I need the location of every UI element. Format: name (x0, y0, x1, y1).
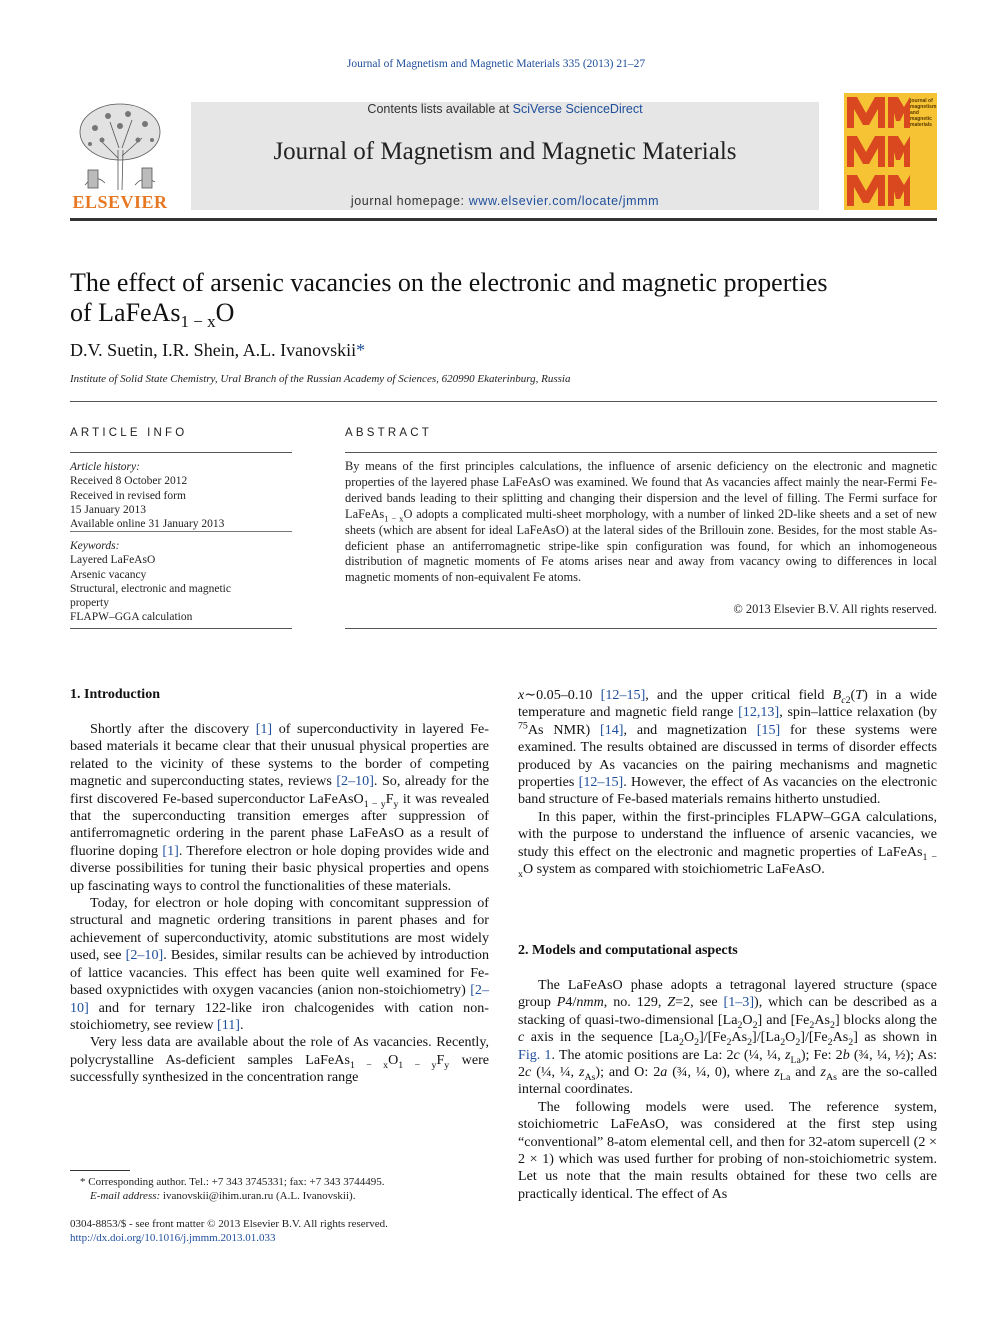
ref-link[interactable]: [12–15] (600, 687, 646, 703)
abstract-copyright: © 2013 Elsevier B.V. All rights reserved. (733, 602, 937, 616)
elsevier-wordmark: ELSEVIER (72, 192, 168, 212)
ref-link[interactable]: [11] (217, 1016, 240, 1033)
ref-link[interactable]: [2–10] (125, 947, 164, 964)
elsevier-tree-logo (70, 100, 170, 196)
affiliation: Institute of Solid State Chemistry, Ural Branch of the Russian Academy of Sciences, 620990 Ekaterinburg, Russia (70, 373, 571, 385)
ref-link[interactable]: [12–15] (578, 774, 624, 791)
ref-link[interactable]: [14] (600, 721, 624, 738)
journal-citation[interactable]: Journal of Magnetism and Magnetic Materials 335 (2013) 21–27 (346, 58, 646, 70)
abstract-text: By means of the first principles calculations, the influence of arsenic deficiency on the electronic and magnetic properties of the layered phase LaFeAsO was examined. We found that As vacancies affect mainly the near-Fermi Fe-derived bands leading to their splitting and changing their dispersion and the level of filling. The Fermi surface for LaFeAs$_{1 - x}$O adopts a complicated multi-sheet morphology, with a number of linked 2D-like sheets and a set of new sheets (which are absent for ideal LaFeAsO) at the lateral sides of the Brillouin zone. Besides, for the most stable As-deficient phase an antiferromagnetic stripe-like spin configuration was found, for which an inhomogeneous distribution of magnetic moments of Fe atoms arises near and away from vacancy owing to differences in local magnetic moments of non-equivalent Fe atoms. (345, 459, 937, 585)
doi-link[interactable]: http://dx.doi.org/10.1016/j.jmmm.2013.01.033 (70, 1232, 276, 1244)
section-introduction-title: 1. Introduction (70, 687, 160, 702)
article-title: The effect of arsenic vacancies on the electronic and magnetic properties of LaFeAs$_{1 - x}$O (70, 268, 828, 332)
footnote-rule (70, 1170, 130, 1171)
author-list: D.V. Suetin, I.R. Shein, A.L. Ivanovskii* (70, 340, 366, 360)
ref-link[interactable]: [2–10] (70, 982, 489, 1016)
intro-body-left: Shortly after the discovery [1] of superconductivity in layered Fe-based materials it became clear that their unusual physical properties are related to the vicinity of these systems to the border of competing magnetic and superconducting states, reviews [2–10]. So, already for the first discovered Fe-based superconductor $LaFeAsO_{1 - y}F_y$ it was revealed that the superconducting transition emerges after suppression of antiferromagnetic ordering in the parent phase LaFeAsO as a result of fluorine doping [1]. Therefore electron or hole doping provides wide and diverse possibilities for tuning their basic physical properties and opens up fascinating ways to control the functionalities of these materials. Today, for electron or hole doping with concomitant suppression of structural and magnetic ordering transitions in parent phases and for achievement of superconductivity, atomic substitutions are most widely used, see [2–10]. Besides, similar results can be achieved by introduction of lattice vacancies. This effect has been quite well examined for Fe-based oxypnictides with oxygen vacancies (anion non-stoichiometry) [2–10] and for ternary 122-like iron chalcogenides with cation non-stoichiometry, see review [11]. Very less data are available about the role of As vacancies. Recently, polycrystalline As-deficient samples $LaFeAs_{1 - x}O_{1 - y}F_y$ were successfully synthesized in the concentration range (70, 721, 490, 1086)
figure-link[interactable]: Fig. 1 (518, 1046, 552, 1063)
keywords-rule (70, 628, 292, 629)
homepage-line: journal homepage: www.elsevier.com/locate/jmmm (350, 194, 660, 208)
ref-link[interactable]: [1–3] (723, 994, 755, 1011)
homepage-link[interactable]: www.elsevier.com/locate/jmmm (468, 194, 660, 208)
section-models-title: 2. Models and computational aspects (518, 943, 738, 958)
corresponding-footnote: * Corresponding author. Tel.: +7 343 3745331; fax: +7 343 3744495. E-mail address: ivanovskii@ihim.uran.ru (A.L. Ivanovskii). (80, 1176, 385, 1202)
sciencedirect-link[interactable]: SciVerse ScienceDirect (512, 102, 643, 116)
abstract-rule (345, 452, 937, 453)
keywords: Keywords: Layered LaFeAsO Arsenic vacancy Structural, electronic and magnetic property FLAPW–GGA calculation (70, 540, 231, 624)
history-rule (70, 531, 292, 532)
ref-link[interactable]: [1] (162, 842, 179, 859)
journal-cover[interactable] (844, 93, 937, 210)
article-info-rule (70, 452, 292, 453)
corresponding-author-mark[interactable]: * (356, 340, 366, 360)
cover-title: journal of magnetism and magnetic materials (910, 98, 937, 128)
contents-line: Contents lists available at SciVerse ScienceDirect (367, 102, 643, 116)
abstract-heading: ABSTRACT (345, 427, 432, 439)
header-rule (70, 218, 937, 221)
ref-link[interactable]: [12,13] (738, 704, 780, 721)
ref-link[interactable]: [1] (255, 721, 273, 737)
intro-body-right: x∼0.05–0.10 [12–15], and the upper critical field $B_{c2}(T)$ in a wide temperature and magnetic field range [12,13], spin–lattice relaxation (by $^{75}$As NMR) [14], and magnetization [15] for these systems were examined. The results obtained are discussed in terms of disorder effects produced by As vacancies on the pairing mechanisms and magnetic properties [12–15]. However, the effect of As vacancies on the electronic band structure of Fe-based materials remains hitherto unstudied. In this paper, within the first-principles FLAPW–GGA calculations, with the purpose to understand the influence of arsenic vacancies, we study this effect on the electronic and magnetic properties of LaFeAs$_{1 - x}$O system as compared with stoichiometric LaFeAsO. (518, 687, 938, 880)
article-info-heading: ARTICLE INFO (70, 427, 188, 439)
abstract-bottom-rule (345, 628, 937, 629)
ref-link[interactable]: [2–10] (336, 773, 374, 790)
article-history: Article history: Received 8 October 2012 Received in revised form 15 January 2013 Available online 31 January 2013 (70, 461, 225, 531)
front-matter: 0304-8853/$ - see front matter © 2013 Elsevier B.V. All rights reserved. http://dx.doi.org/10.1016/j.jmmm.2013.01.033 (70, 1217, 490, 1245)
journal-title: Journal of Magnetism and Magnetic Materials (273, 138, 737, 165)
models-body: The LaFeAsO phase adopts a tetragonal layered structure (space group P4/nmm, no. 129, Z=2, see [1–3]), which can be described as a stacking of quasi-two-dimensional $[La_2O_2]$ and $[Fe_2As_2]$ blocks along the c axis in the sequence $[La_2O_2]/[Fe_2As_2]/[La_2O_2]/[Fe_2As_2]$ as shown in Fig. 1. The atomic positions are La: 2c (¼, ¼, $z_{La}$); Fe: 2b (¾, ¼, ½); As: 2c (¼, ¼, $z_{As}$); and O: 2a (¾, ¼, 0), where $z_{La}$ and $z_{As}$ are the so-called internal coordinates. The following models were used. The reference system, stoichiometric LaFeAsO, was considered at the first step using “conventional” 8-atom elemental cell, and then for 32-atom supercell (2 × 2 × 1) which was used further for probing of non-stoichiometric system. Let us note that the main results obtained for these two cells are practically identical. The effect of As (518, 977, 938, 1202)
ref-link[interactable]: [15] (756, 721, 781, 738)
email-link[interactable]: ivanovskii@ihim.uran.ru (A.L. Ivanovskii). (162, 1190, 356, 1202)
title-rule (70, 401, 937, 402)
